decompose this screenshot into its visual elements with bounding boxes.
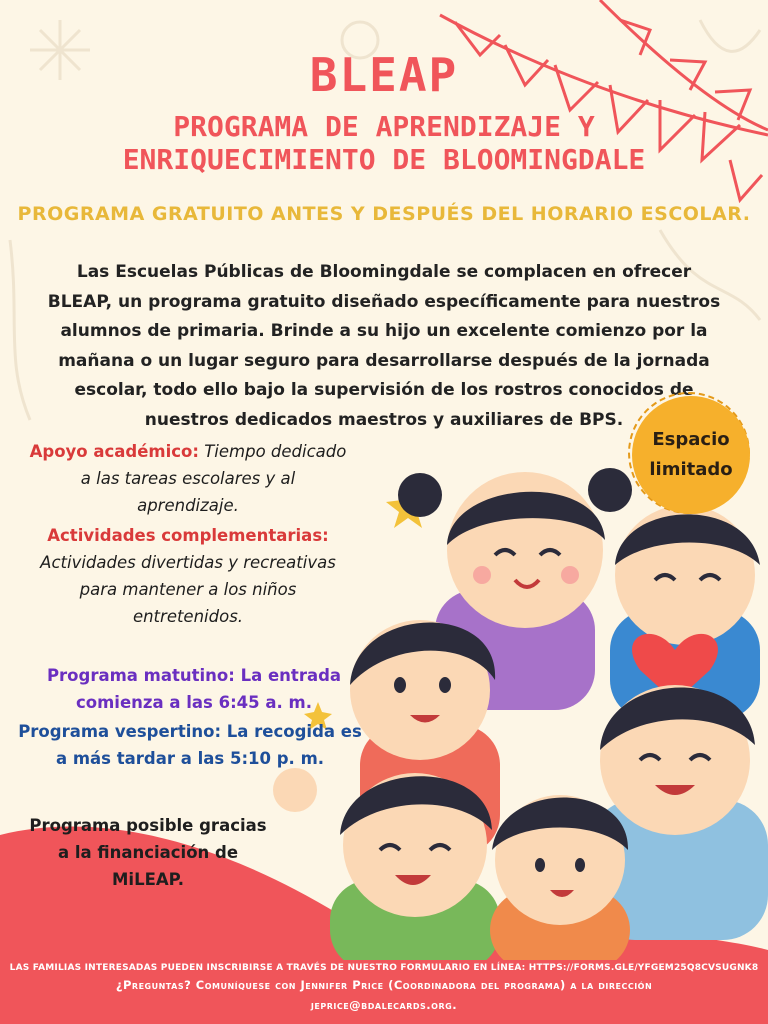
- registration-link-text[interactable]: LAS FAMILIAS INTERESADAS PUEDEN INSCRIBIRSE A TRAVÉS DE NUESTRO FORMULARIO EN LÍNEA: HTTPS://FORMS.GLE/YFGEM25Q8CVSUGNK8: [9, 963, 759, 973]
- program-title: BLEAP: [309, 48, 459, 102]
- funding-line-2: a la financiación de: [57, 843, 239, 862]
- program-subtitle: [20, 110, 748, 176]
- activities-text-1: Actividades divertidas y recreativas: [40, 553, 336, 572]
- academic-support: [8, 438, 368, 519]
- funding-line-1: Programa posible gracias: [29, 816, 267, 835]
- badge-line-2: limitado: [649, 459, 733, 480]
- intro-line: nuestros dedicados maestros y auxiliares de BPS.: [144, 409, 624, 430]
- intro-paragraph: [14, 258, 754, 435]
- complementary-activities: [8, 522, 368, 630]
- intro-line: escolar, todo ello bajo la supervisión de los rostros conocidos de: [74, 380, 694, 400]
- morning-line-2: comienza a las 6:45 a. m.: [75, 693, 312, 712]
- academic-text-3: aprendizaje.: [137, 496, 239, 515]
- evening-line-1: Programa vespertino: La recogida es: [18, 722, 362, 741]
- activities-label: Actividades complementarias:: [47, 526, 329, 545]
- funding-note: [0, 812, 328, 893]
- tagline: PROGRAMA GRATUITO ANTES Y DESPUÉS DEL HORARIO ESCOLAR.: [17, 203, 751, 225]
- academic-text-2: a las tareas escolares y al: [80, 469, 296, 488]
- subtitle-line-1: PROGRAMA DE APRENDIZAJE Y: [173, 110, 595, 143]
- academic-label: Apoyo académico:: [29, 442, 199, 461]
- badge-line-1: Espacio: [652, 429, 730, 450]
- evening-line-2: a más tardar a las 5:10 p. m.: [55, 749, 325, 768]
- activities-text-3: entretenidos.: [132, 607, 244, 626]
- activities-text-2: para mantener a los niños: [79, 580, 297, 599]
- morning-line-1: Programa matutino: La entrada: [46, 666, 342, 685]
- evening-program: [4, 718, 376, 772]
- intro-line: alumnos de primaria. Brinde a su hijo un excelente comienzo por la: [60, 321, 708, 341]
- intro-line: mañana o un lugar seguro para desarrollarse después de la jornada: [58, 350, 710, 371]
- funding-line-3: MiLEAP.: [112, 870, 184, 889]
- subtitle-line-2: ENRIQUECIMIENTO DE BLOOMINGDALE: [122, 143, 646, 176]
- contact-email[interactable]: jeprice@bdalecards.org.: [310, 998, 458, 1012]
- intro-line: BLEAP, un programa gratuito diseñado específicamente para nuestros: [47, 291, 721, 312]
- academic-text-1: Tiempo dedicado: [198, 442, 347, 461]
- limited-space-badge: [632, 396, 750, 514]
- questions-contact: ¿Preguntas? Comuníquese con Jennifer Price (Coordinadora del programa) a la dirección: [115, 978, 653, 992]
- morning-program: [14, 662, 374, 716]
- intro-line: Las Escuelas Públicas de Bloomingdale se complacen en ofrecer: [76, 262, 692, 282]
